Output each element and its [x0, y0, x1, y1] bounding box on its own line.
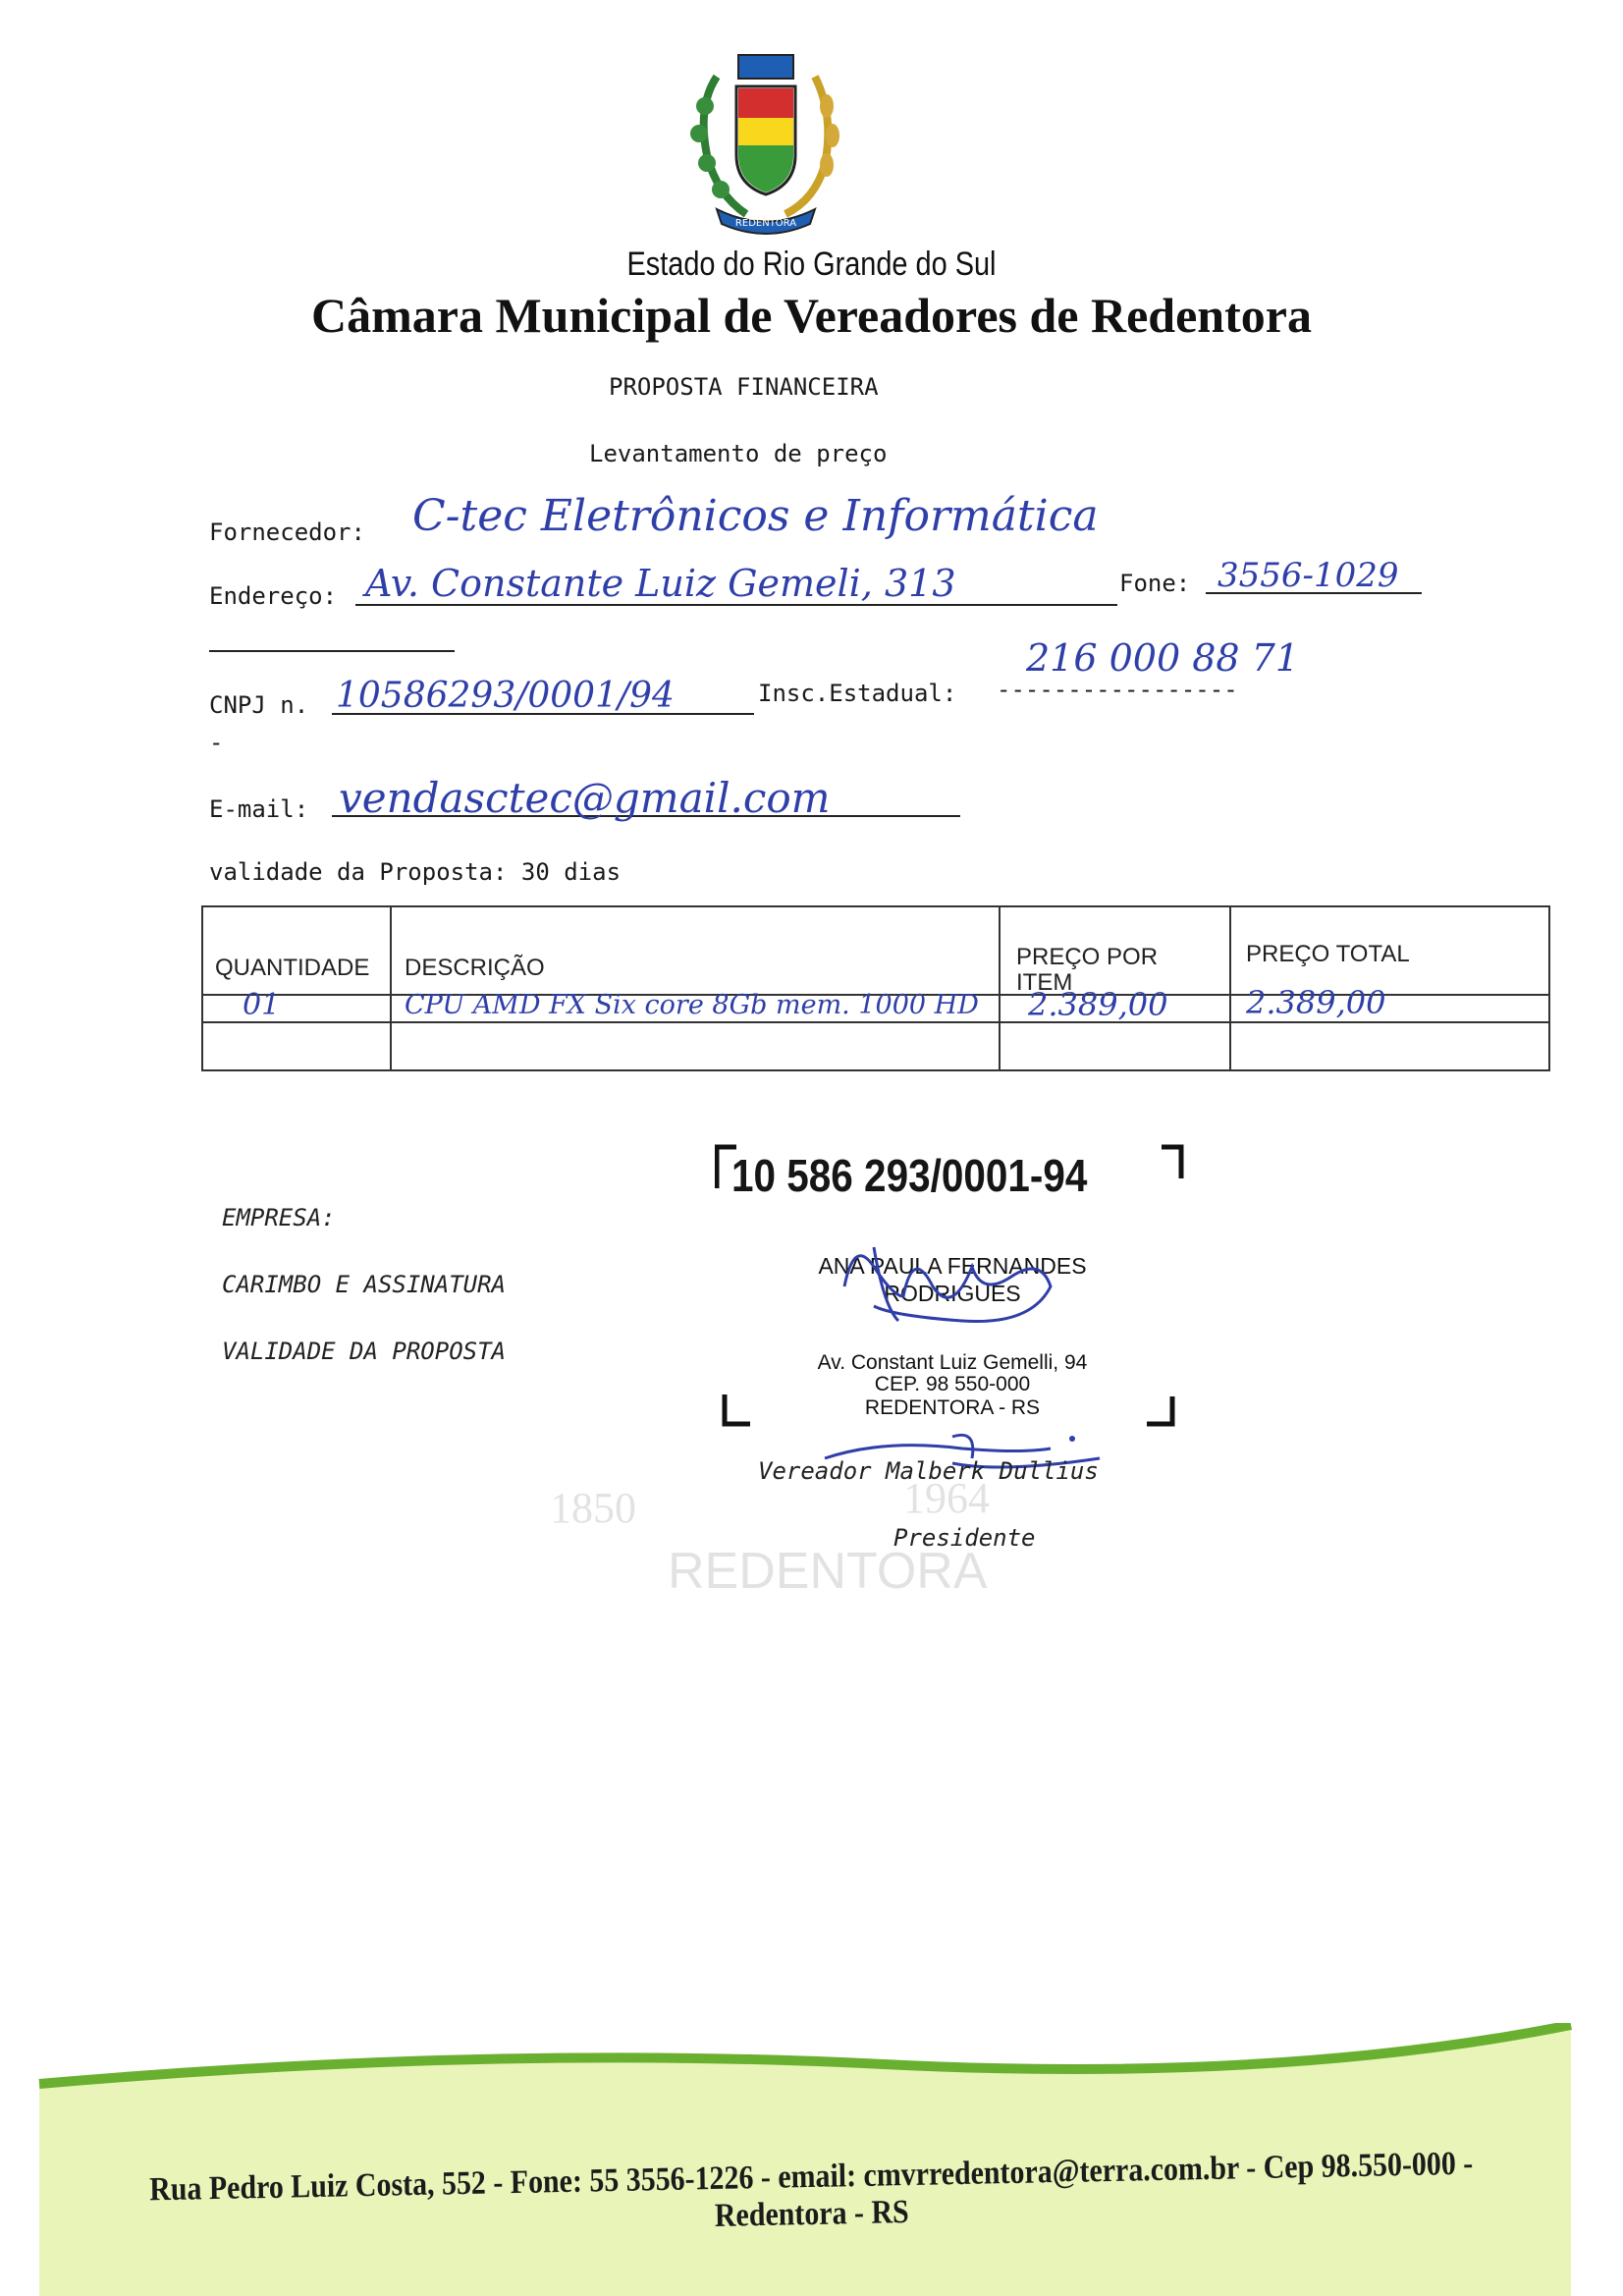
footer-contact: Rua Pedro Luiz Costa, 552 - Fone: 55 3556-1226 - email: cmvrredentora@terra.com.br - Cep 98.550-000 - Redentora - RS	[148, 2145, 1474, 2234]
phone-label: Fone:	[1119, 570, 1191, 597]
continuation-dash: -	[209, 729, 224, 756]
email-value: vendasctec@gmail.com	[339, 774, 831, 822]
municipal-crest-logo	[677, 47, 854, 244]
state-line: Estado do Rio Grande do Sul	[626, 246, 997, 283]
watermark-year-left: 1850	[550, 1484, 636, 1532]
proposal-validity: validade da Proposta: 30 dias	[209, 858, 622, 886]
items-table	[201, 905, 1550, 1071]
handwritten-signature	[815, 1228, 1070, 1336]
state-registration-dashes: -----------------	[997, 676, 1238, 703]
stamp-city: REDENTORA - RS	[864, 1396, 1041, 1419]
cnpj-label: CNPJ n.	[209, 691, 309, 719]
address-continuation-line	[209, 650, 455, 652]
document-title: PROPOSTA FINANCEIRA	[609, 373, 879, 401]
stamp-name-line2: RODRIGUES	[884, 1281, 1021, 1306]
header-quantity: QUANTIDADE	[215, 955, 370, 981]
supplier-label: Fornecedor:	[209, 519, 365, 546]
watermark-year-right: 1964	[903, 1474, 990, 1522]
state-registration-label: Insc.Estadual:	[758, 680, 957, 707]
stamp-address: Av. Constant Luiz Gemelli, 94	[817, 1351, 1088, 1374]
councilor-role: Presidente	[893, 1524, 1036, 1552]
label-proposal-validity: VALIDADE DA PROPOSTA	[222, 1338, 506, 1365]
header-total-price: PREÇO TOTAL	[1246, 941, 1410, 967]
address-value: Av. Constante Luiz Gemeli, 313	[365, 562, 956, 605]
phone-value: 3556-1029	[1217, 556, 1399, 595]
address-label: Endereço:	[209, 582, 338, 610]
row-total-price: 2.389,00	[1246, 984, 1386, 1021]
row-quantity: 01	[243, 988, 281, 1022]
row-unit-price: 2.389,00	[1028, 986, 1168, 1023]
email-label: E-mail:	[209, 795, 309, 823]
row-description: CPU AMD FX Six core 8Gb mem. 1000 HD	[405, 990, 979, 1020]
label-stamp-signature: CARIMBO E ASSINATURA	[222, 1271, 506, 1298]
stamp-cnpj: 10 586 293/0001-94	[731, 1150, 1088, 1201]
label-company: EMPRESA:	[222, 1204, 336, 1231]
stamp-cep: CEP. 98 550-000	[874, 1373, 1031, 1395]
document-subtitle: Levantamento de preço	[589, 440, 888, 467]
watermark-city: REDENTORA	[668, 1543, 988, 1600]
crest-banner-text: REDENTORA	[734, 218, 797, 229]
chamber-title: Câmara Municipal de Vereadores de Redentora	[311, 288, 1312, 343]
stamp-name-line1: ANA PAULA FERNANDES	[818, 1253, 1087, 1279]
state-registration-value: 216 000 88 71	[1026, 636, 1300, 680]
header-description: DESCRIÇÃO	[405, 955, 545, 981]
table-row-empty	[203, 1021, 1548, 1049]
header-unit-price: PREÇO POR ITEM	[1016, 944, 1159, 996]
cnpj-value: 10586293/0001/94	[336, 676, 675, 716]
councilor-name: Vereador Malberk Dullius	[758, 1457, 1099, 1485]
supplier-value: C-tec Eletrônicos e Informática	[412, 491, 1099, 541]
